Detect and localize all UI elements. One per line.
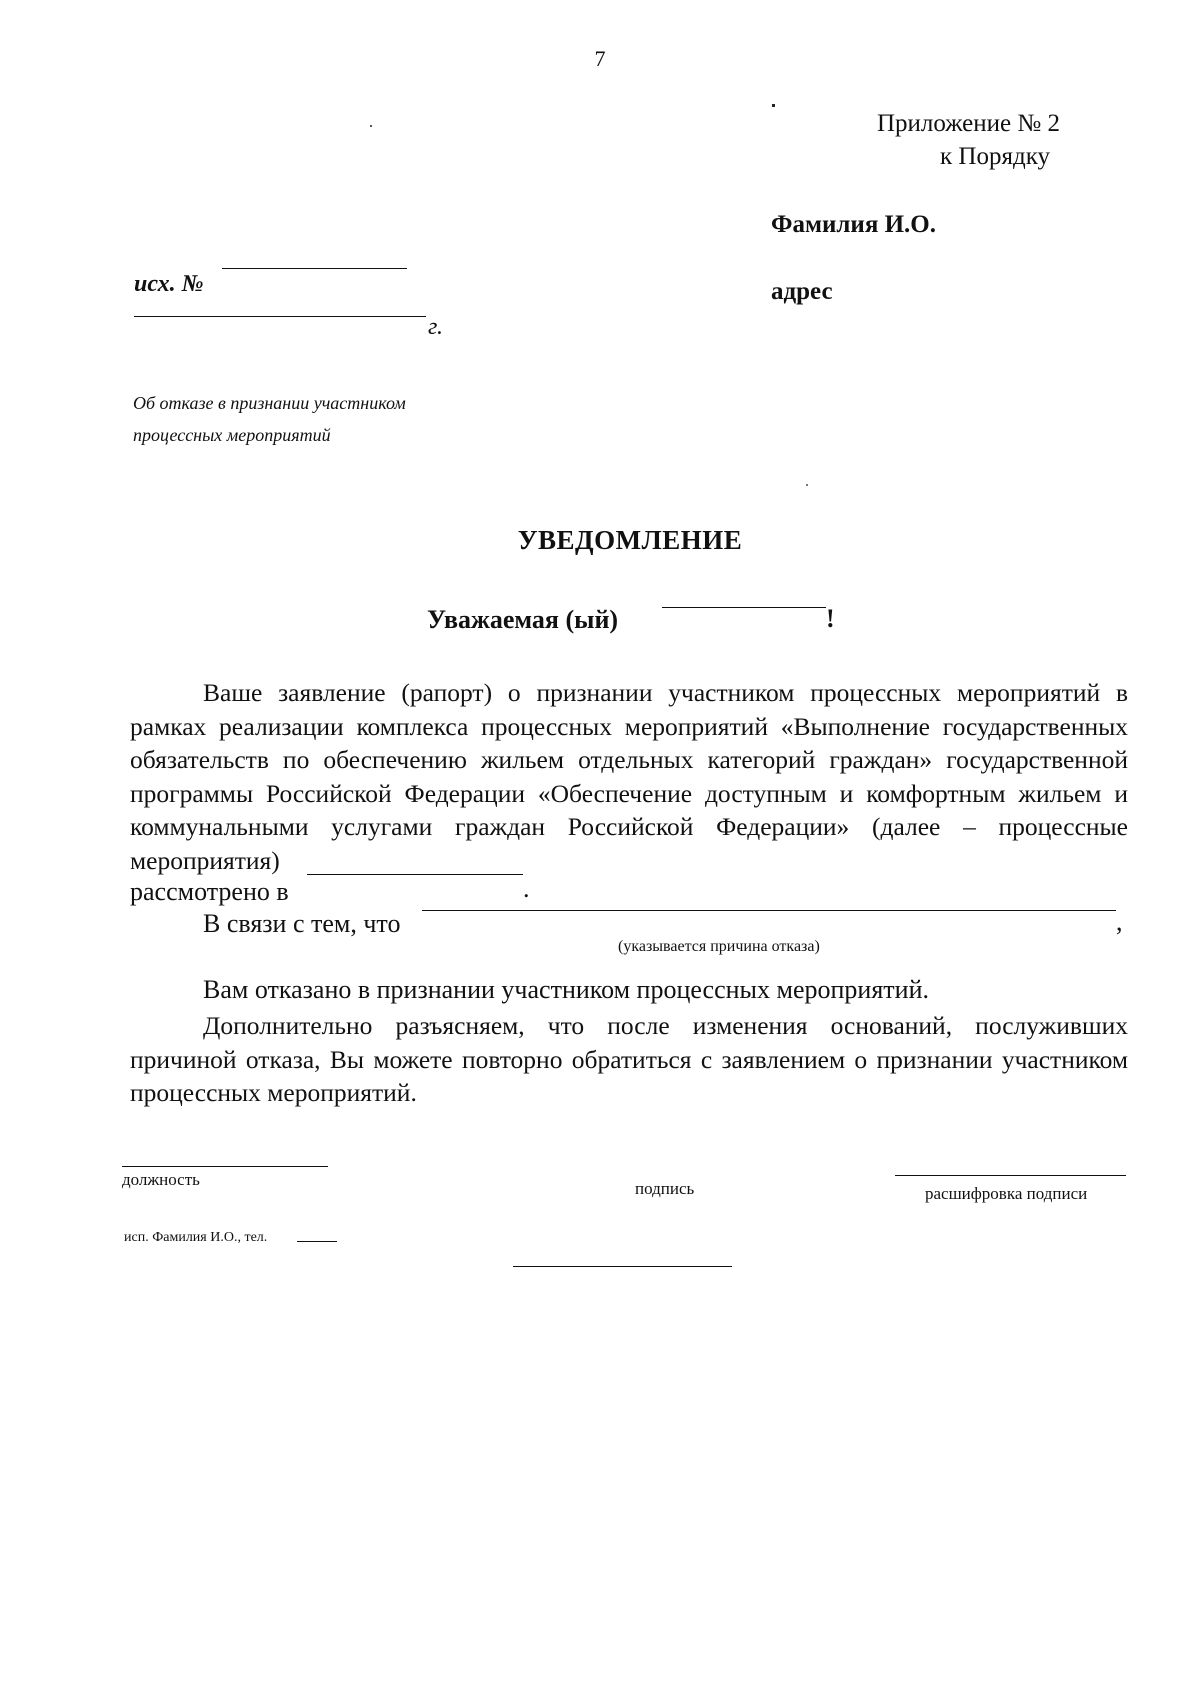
scan-speck [772, 104, 775, 107]
outgoing-date-blank [134, 316, 426, 317]
greeting: Уважаемая (ый) [427, 605, 619, 634]
footer-separator-line [513, 1266, 732, 1267]
signature-decode-label: расшифровка подписи [925, 1184, 1088, 1203]
outgoing-ref-blank [222, 268, 407, 269]
appendix-line-2: к Порядку [940, 142, 1050, 170]
document-title: УВЕДОМЛЕНИЕ [517, 525, 743, 555]
paragraph-application [130, 676, 1128, 877]
reviewed-in-dot: . [523, 874, 530, 903]
paragraph-explanation: Дополнительно разъясняем, что после изменения оснований, послуживших причиной отказа, Вы можете повторно обратиться с заявлением о признании участником процессных мероприятий. [130, 1011, 1128, 1107]
subject-line [133, 387, 406, 451]
appendix-line-1: Приложение № 2 [876, 110, 1060, 137]
reviewed-in-blank [307, 874, 523, 875]
reviewed-in-text: рассмотрено в [130, 877, 289, 906]
appendix-header [877, 108, 1060, 173]
scan-speck [370, 125, 372, 127]
subject-line-2: процессных мероприятий [133, 425, 331, 445]
greeting-exclamation: ! [826, 604, 835, 633]
page-number: 7 [594, 46, 606, 71]
reason-caption: (указывается причина отказа) [618, 938, 820, 955]
recipient-address: адрес [771, 278, 833, 305]
reason-blank [422, 910, 1116, 911]
greeting-name-blank [662, 607, 826, 608]
recipient-name: Фамилия И.О. [771, 211, 937, 238]
reason-intro-text: В связи с тем, что [203, 909, 401, 938]
outgoing-date-suffix: г. [428, 314, 444, 340]
scan-speck [806, 484, 808, 486]
paragraph-refusal: Вам отказано в признании участником процессных мероприятий. [203, 975, 929, 1004]
executor-label: исп. Фамилия И.О., тел. [124, 1230, 268, 1245]
subject-line-1: Об отказе в признании участником [133, 393, 406, 413]
position-line [122, 1166, 328, 1167]
outgoing-ref-label: исх. № [134, 271, 204, 297]
signature-decode-line [895, 1175, 1126, 1176]
signature-label: подпись [635, 1179, 695, 1198]
position-label: должность [122, 1170, 200, 1189]
reason-comma: , [1116, 907, 1123, 936]
paragraph-application-text: Ваше заявление (рапорт) о признании участником процессных мероприятий в рамках реализации комплекса процессных мероприятий «Выполнение государственных обязательств по обеспечению жильем отдельных категорий граждан» государственной программы Российской Федерации «Обеспечение доступным и комфортным жильем и коммунальными услугами граждан Российской Федерации» (далее – процессные мероприятия) [130, 678, 1128, 875]
executor-phone-blank [297, 1241, 337, 1242]
